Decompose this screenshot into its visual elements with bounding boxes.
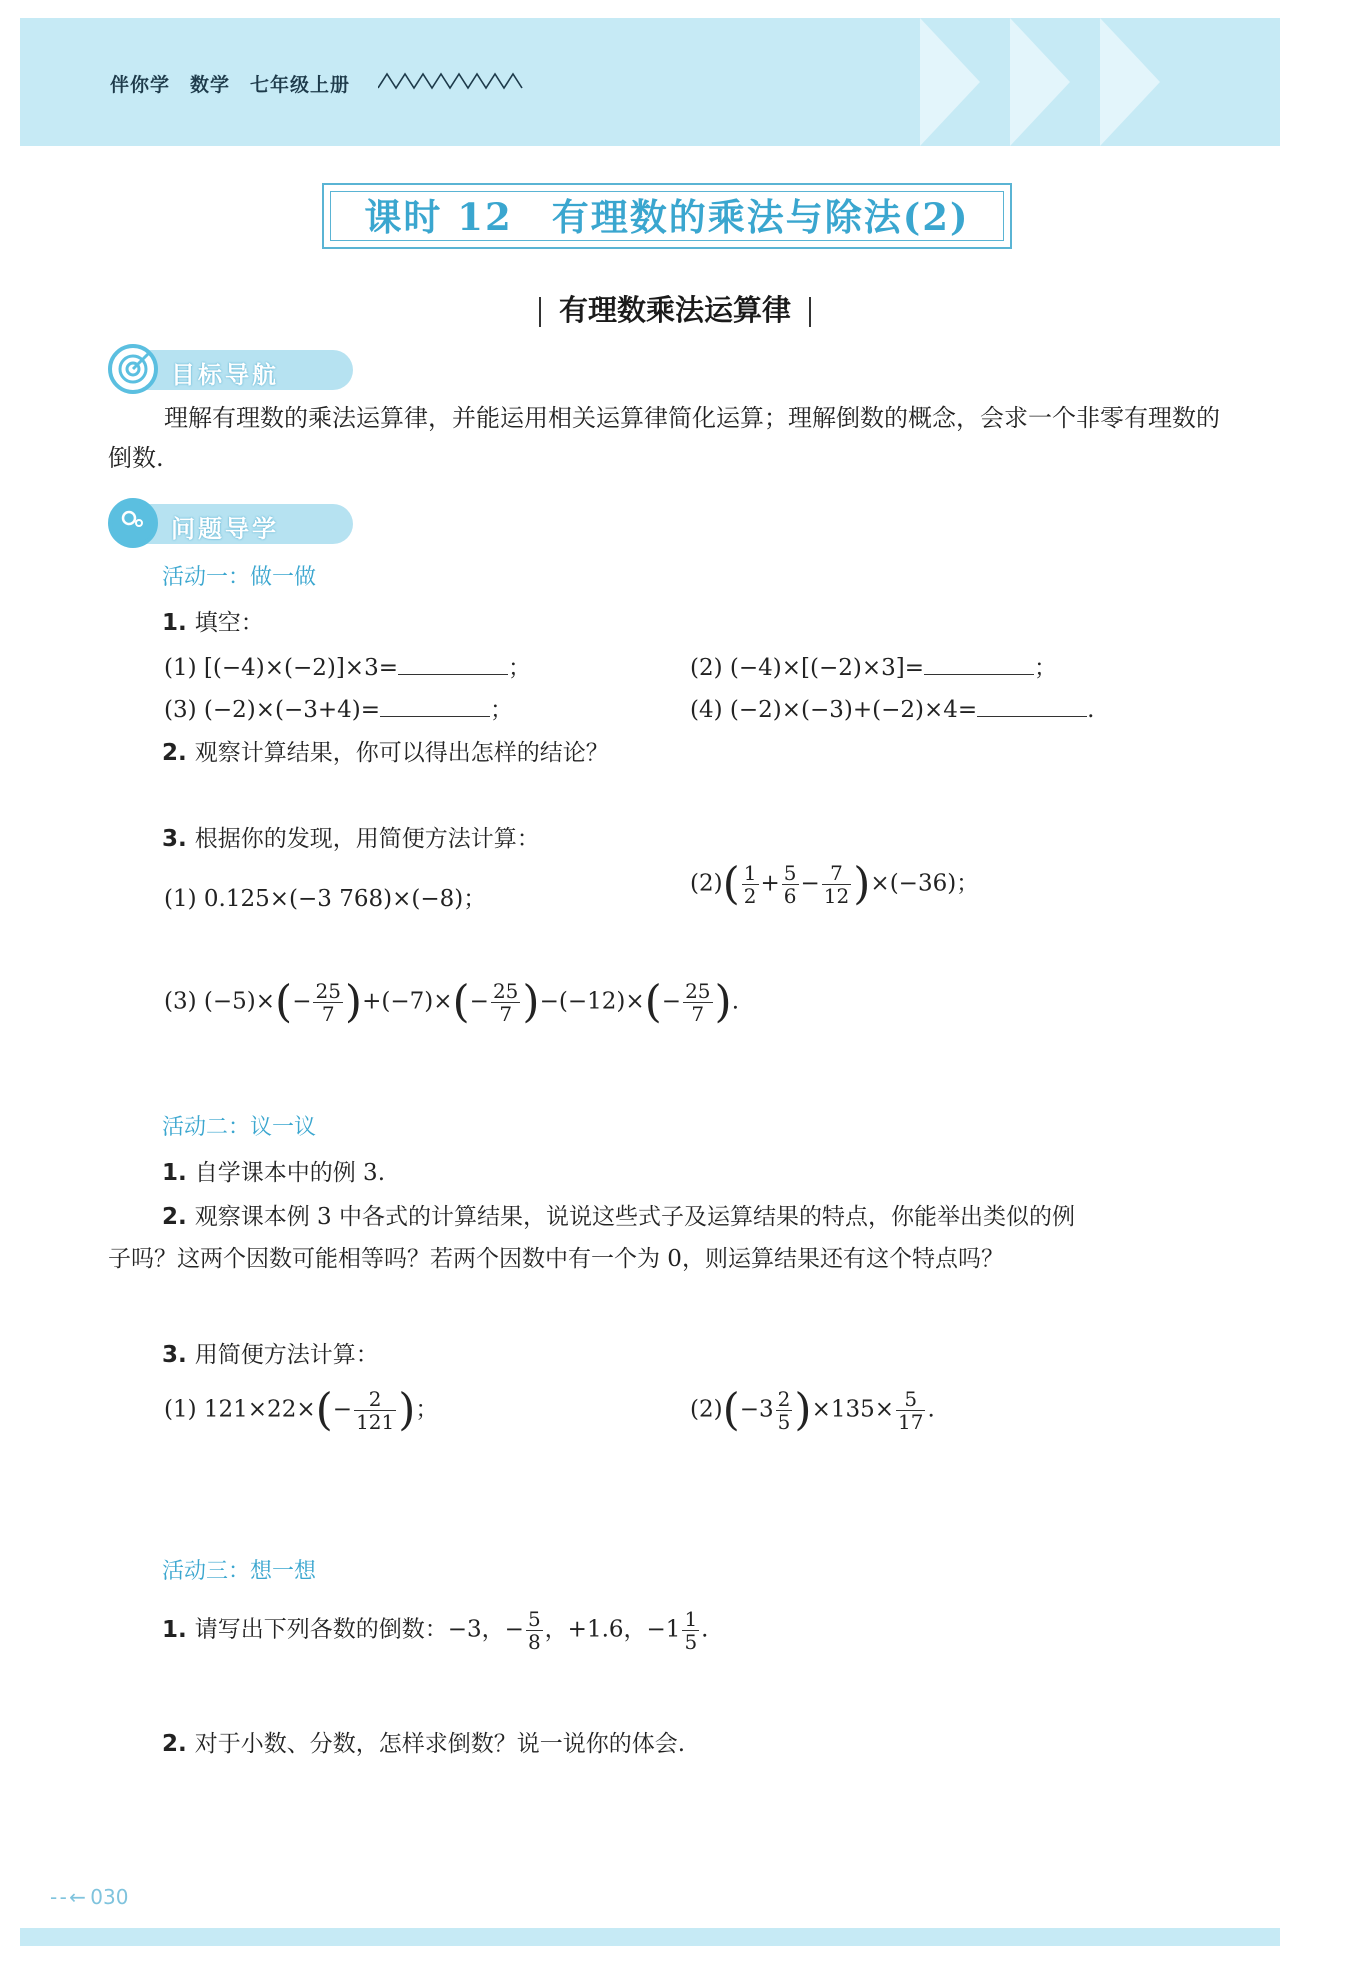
inquiry-badge-pill	[143, 504, 353, 544]
q-number: 1.	[162, 1160, 187, 1186]
fraction	[313, 980, 342, 1025]
sign: −	[292, 988, 312, 1015]
inquiry-badge	[108, 500, 368, 546]
calc-1	[164, 880, 486, 913]
q-number: 1.	[162, 610, 187, 636]
paren-open: (	[722, 858, 740, 910]
activity2-q2-cont	[108, 1240, 1004, 1273]
header-subject: 数学	[190, 74, 231, 96]
fill-item-3	[164, 690, 513, 724]
numerator: 1	[743, 861, 757, 885]
fill-expression: (3) (−2)×(−3+4)=	[164, 697, 381, 723]
denominator: 7	[691, 1002, 705, 1026]
calc-3: (3) (−5)×(− $\frac{25}{7}$ )+(−7)×(− $\frac{25}{7}$ )−(−12)×(− $\frac{25}{7}$ ).	[164, 976, 739, 1028]
fill-expression: (2) (−4)×[(−2)×3]=	[690, 655, 924, 681]
q-number: 2.	[162, 1204, 187, 1230]
q-text: 观察计算结果，你可以得出怎样的结论？	[194, 740, 609, 766]
q-text: ，+1.6，−1	[544, 1616, 681, 1643]
calc-tail: ×(−36)；	[870, 870, 980, 897]
numerator: 5	[783, 861, 797, 885]
fill-punct: .	[1087, 697, 1095, 723]
fill-punct: ；	[490, 697, 514, 723]
lesson-title: 课时 12 有理数的乘法与除法(2)	[330, 191, 1004, 241]
subtitle-right-bar	[809, 297, 811, 327]
activity1-label: 活动一：做一做	[162, 565, 317, 590]
q-text: 对于小数、分数，怎样求倒数？说一说你的体会.	[194, 1731, 686, 1757]
head-gear-icon	[108, 498, 158, 548]
page-number-text: 030	[90, 1885, 129, 1909]
numerator: 7	[822, 862, 851, 885]
denominator: 7	[499, 1002, 513, 1026]
answer-blank[interactable]	[398, 648, 508, 675]
fill-expression: (4) (−2)×(−3)+(−2)×4=	[690, 697, 978, 723]
target-icon	[108, 344, 158, 394]
fraction	[682, 1608, 699, 1653]
calc-label: (3) (−5)×	[164, 988, 276, 1015]
header-text	[110, 70, 370, 97]
lesson-title-box	[322, 183, 1012, 249]
fraction	[776, 1388, 793, 1433]
q-text: 观察课本例 3 中各式的计算结果，说说这些式子及运算结果的特点，你能举出类似的例	[194, 1204, 1076, 1230]
activity2-label: 活动二：议一议	[162, 1115, 317, 1140]
q-text: 请写出下列各数的倒数：−3，−	[194, 1616, 524, 1643]
sign: −	[332, 1396, 353, 1423]
page-arrow-icon: - ‐ ←	[50, 1885, 84, 1909]
fraction	[782, 862, 799, 907]
calc-5: (2)(−3 $\frac{2}{5}$ )×135× $\frac{5}{17}$ .	[690, 1384, 935, 1436]
q-number: 2.	[162, 1731, 187, 1757]
calc-4: (1) 121×22×(− $\frac{2}{121}$ )；	[164, 1384, 439, 1436]
fraction	[354, 1388, 396, 1433]
denominator: 2	[743, 884, 757, 908]
header-zigzag-icon	[378, 72, 523, 90]
sign: −	[469, 988, 489, 1015]
calc-label: (1) 121×22×	[164, 1396, 316, 1423]
fraction	[742, 862, 759, 907]
calc-tail: .	[731, 988, 739, 1015]
subtitle-left-bar	[539, 297, 541, 327]
operator: +	[760, 870, 780, 897]
numerator: 5	[527, 1607, 541, 1631]
fill-item-4	[690, 690, 1094, 723]
denominator: 7	[321, 1002, 335, 1026]
whole-part: −3	[739, 1396, 774, 1423]
calc-label: (2)	[690, 1396, 723, 1423]
header-chevron	[920, 18, 980, 146]
goal-text: 理解有理数的乘法运算律，并能运用相关运算律简化运算；理解倒数的概念，会求一个非零有理数的倒数.	[108, 404, 1220, 472]
q-number: 1.	[162, 1616, 187, 1643]
inquiry-badge-label: 问题导学	[171, 515, 279, 543]
goal-badge	[108, 346, 368, 392]
denominator: 5	[684, 1630, 698, 1654]
footer-band	[20, 1928, 1280, 1946]
sign: −	[661, 988, 682, 1015]
goal-badge-label: 目标导航	[171, 361, 279, 389]
fill-punct: ；	[1034, 655, 1057, 681]
answer-blank[interactable]	[924, 648, 1034, 675]
activity2-q1	[162, 1154, 385, 1187]
activity1-q2	[162, 734, 609, 767]
subtitle-text: 有理数乘法运算律	[558, 293, 791, 327]
header-grade: 七年级上册	[250, 74, 351, 96]
q-number: 3.	[162, 1342, 187, 1368]
fraction	[822, 862, 851, 907]
q-text: 填空：	[194, 610, 264, 636]
header-chevron	[1100, 18, 1160, 146]
answer-blank[interactable]	[977, 690, 1087, 717]
calc-expression: (1) 0.125×(−3 768)×(−8)；	[164, 886, 487, 912]
goal-badge-pill	[143, 350, 353, 390]
activity3-q1	[162, 1608, 708, 1653]
denominator: 12	[823, 884, 850, 908]
fraction	[526, 1608, 543, 1653]
q-text: 根据你的发现，用简便方法计算：	[194, 826, 540, 852]
numerator: 1	[684, 1607, 698, 1631]
numerator: 25	[315, 979, 341, 1003]
numerator: 25	[492, 979, 519, 1003]
activity2-q3	[162, 1336, 379, 1369]
operator: −	[800, 870, 820, 897]
fill-expression: (1) [(−4)×(−2)]×3=	[164, 655, 398, 681]
calc-mid: −(−12)×	[539, 988, 645, 1015]
calc-2	[690, 858, 980, 910]
q-number: 3.	[162, 826, 187, 852]
q-text: .	[701, 1616, 709, 1643]
q-text: 子吗？这两个因数可能相等吗？若两个因数中有一个为 0，则运算结果还有这个特点吗？	[108, 1246, 1004, 1272]
fraction	[491, 980, 520, 1025]
activity1-q3	[162, 820, 540, 853]
denominator: 121	[356, 1410, 395, 1434]
page-number	[50, 1885, 128, 1909]
calc-tail: ；	[415, 1396, 439, 1423]
numerator: 25	[685, 979, 711, 1003]
numerator: 2	[354, 1388, 396, 1411]
denominator: 5	[777, 1410, 791, 1434]
calc-tail: .	[927, 1396, 935, 1423]
numerator: 5	[896, 1388, 925, 1411]
activity2-q2	[162, 1198, 1075, 1231]
header-brand: 伴你学	[110, 74, 171, 96]
activity3-q2	[162, 1725, 685, 1758]
fraction	[683, 980, 712, 1025]
fill-punct: ；	[508, 655, 531, 681]
numerator: 2	[777, 1387, 791, 1411]
q-text: 用简便方法计算：	[194, 1342, 379, 1368]
paren-close: )	[853, 858, 871, 910]
calc-mid: ×135×	[811, 1396, 895, 1423]
answer-blank[interactable]	[380, 690, 490, 717]
denominator: 17	[898, 1410, 924, 1434]
calc-mid: +(−7)×	[362, 988, 453, 1015]
q-text: 自学课本中的例 3.	[194, 1160, 386, 1186]
fill-item-2	[690, 648, 1057, 682]
header-chevron	[1010, 18, 1070, 146]
section-subtitle	[0, 288, 1350, 329]
q-number: 2.	[162, 740, 187, 766]
activity3-label: 活动三：想一想	[162, 1559, 317, 1584]
fraction	[896, 1388, 925, 1433]
calc-label: (2)	[690, 870, 723, 897]
fill-item-1	[164, 648, 531, 682]
denominator: 6	[783, 884, 797, 908]
denominator: 8	[527, 1630, 541, 1654]
activity1-q1	[162, 604, 264, 637]
